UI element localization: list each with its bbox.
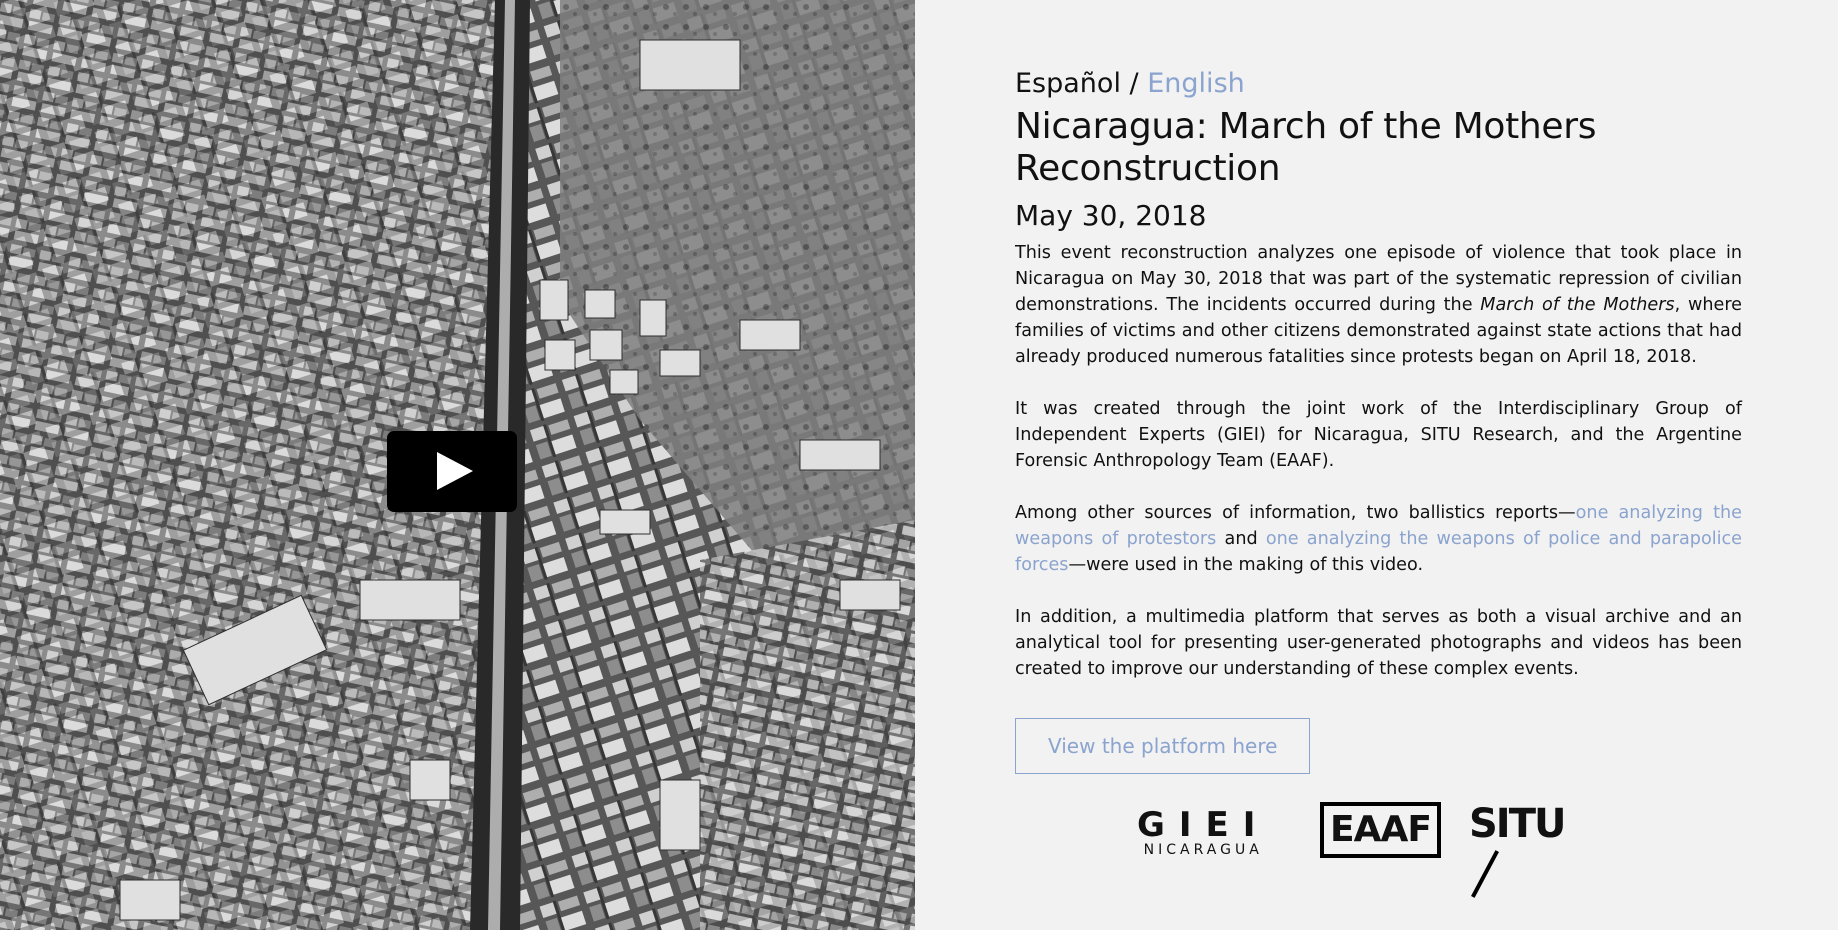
march-of-mothers-italic: March of the Mothers (1480, 295, 1675, 315)
giei-logo[interactable] (1137, 805, 1270, 858)
paragraph-intro-text-b: , where families of victims and other citizens demonstrated against state actions that had already produced numerous fatalities since protests began on April 18, 2018. (1015, 295, 1742, 367)
play-icon (437, 452, 473, 490)
protestors-ballistics-link[interactable]: one analyzing the weapons of protestors (1015, 503, 1742, 549)
language-spanish-link[interactable]: Español (1015, 68, 1121, 99)
giei-logo-text: GIEI (1137, 805, 1270, 845)
police-ballistics-link[interactable]: one analyzing the weapons of police and parapolice forces (1015, 529, 1742, 575)
paragraph-intro-text-a: This event reconstruction analyzes one episode of violence that took place in Nicaragua on May 30, 2018 that was part of the systematic repression of civilian demonstrations. The incidents occurred during the (1015, 243, 1742, 315)
paragraph-sources-text-b: and (1216, 529, 1266, 549)
paragraph-sources-text-a: Among other sources of information, two ballistics reports— (1015, 503, 1576, 523)
situ-logo-text: SITU (1469, 801, 1565, 847)
situ-logo[interactable] (1469, 800, 1577, 900)
paragraph-sources (1015, 500, 1742, 578)
view-platform-button[interactable]: View the platform here (1015, 718, 1310, 774)
language-switcher (1015, 66, 1742, 102)
paragraph-intro (1015, 240, 1742, 370)
paragraph-credits: It was created through the joint work of the Interdisciplinary Group of Independent Experts (GIEI) for Nicaragua, SITU Research, and the Argentine Forensic Anthropology Team (EAAF). (1015, 399, 1742, 471)
page-title: Nicaragua: March of the Mothers Reconstruction (1015, 106, 1597, 189)
giei-logo-subtext: NICARAGUA (1143, 842, 1263, 858)
language-english-link[interactable]: English (1147, 68, 1245, 99)
language-separator: / (1129, 68, 1139, 99)
partner-logos (1137, 800, 1577, 860)
paragraph-platform: In addition, a multimedia platform that serves as both a visual archive and an analytical tool for presenting user-generated photographs and videos has been created to improve our understanding of these complex events. (1015, 607, 1742, 679)
video-player[interactable] (0, 0, 915, 930)
play-button[interactable] (387, 431, 517, 512)
article (1015, 66, 1742, 774)
situ-slash-mark (1471, 850, 1499, 898)
event-date: May 30, 2018 (1015, 199, 1207, 232)
eaaf-logo[interactable]: EAAF (1320, 802, 1441, 858)
paragraph-sources-text-c: —were used in the making of this video. (1068, 555, 1424, 575)
